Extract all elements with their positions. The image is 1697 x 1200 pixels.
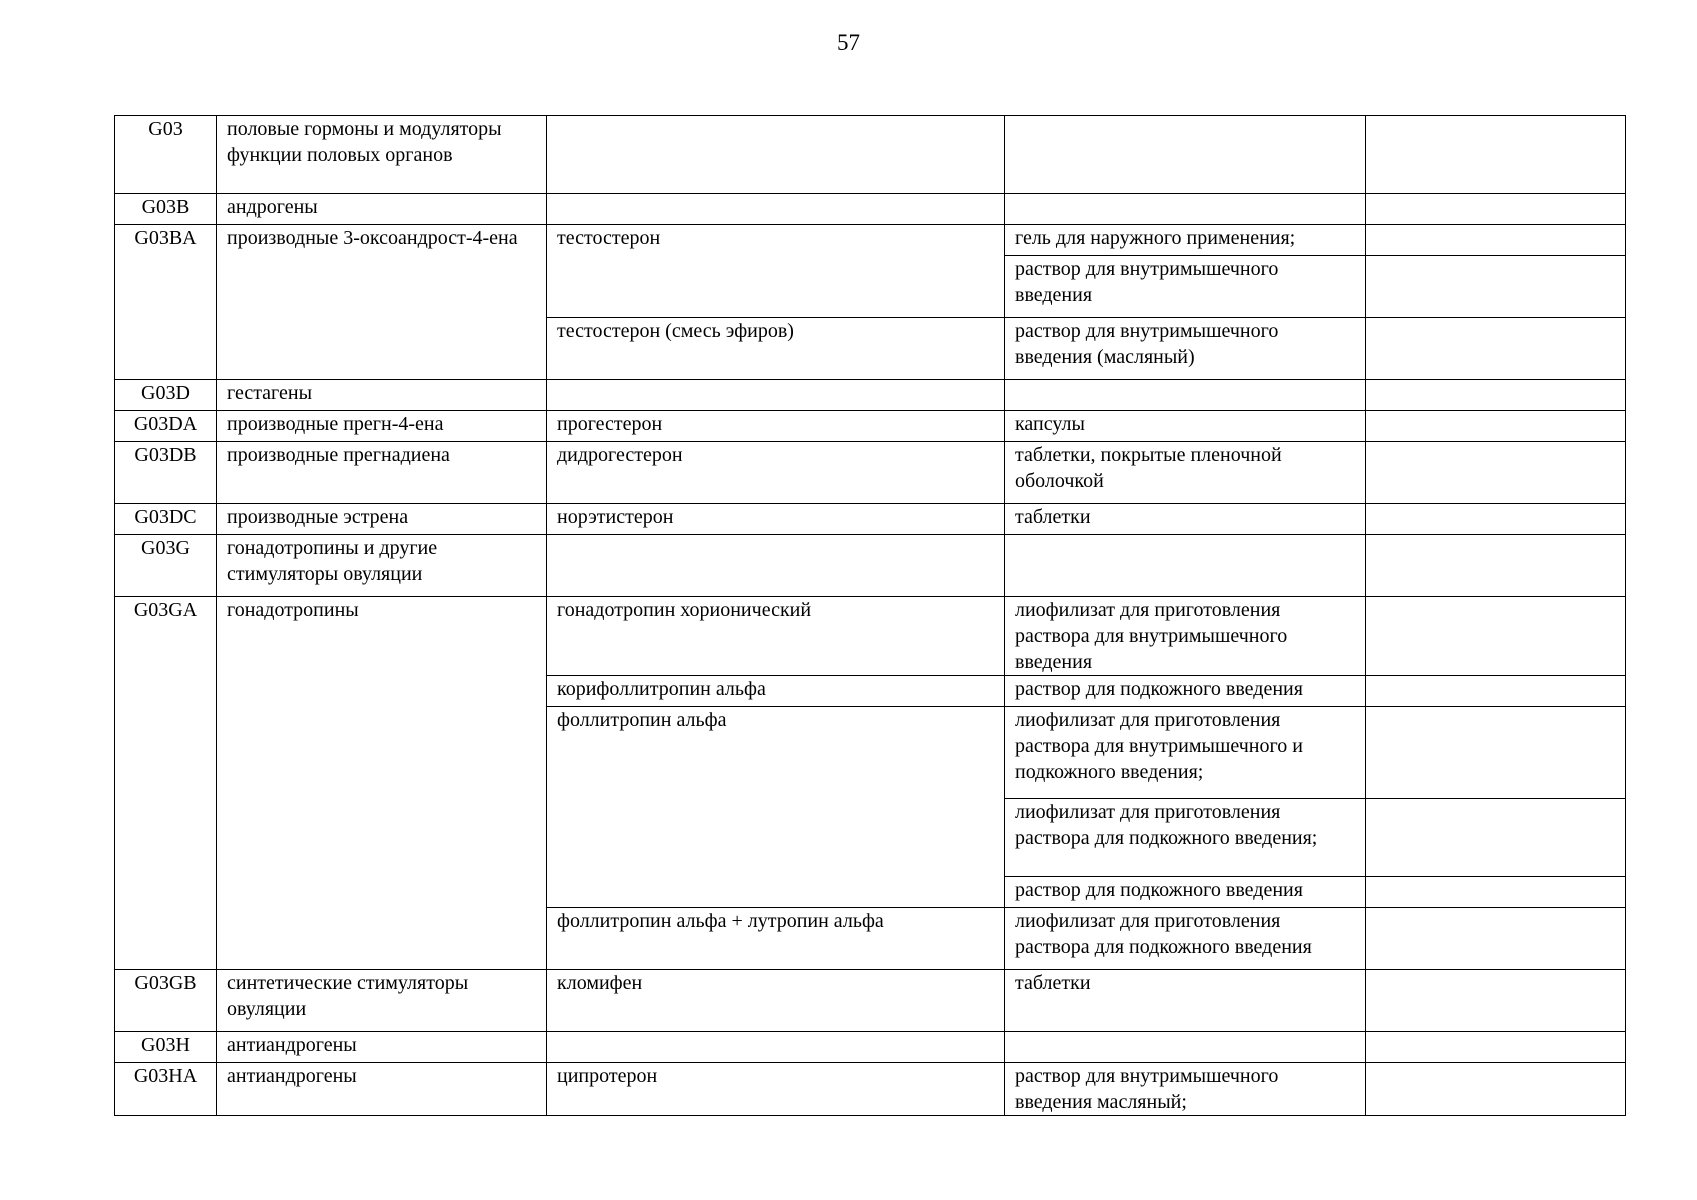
substance-cell: корифоллитропин альфа	[547, 676, 1005, 707]
table-row	[115, 535, 1626, 597]
table-row	[115, 442, 1626, 504]
substance-cell: кломифен	[547, 970, 1005, 1032]
atc-code-cell: G03DC	[115, 504, 217, 535]
empty-cell	[1366, 799, 1626, 877]
group-name-cell: производные 3-оксоандрост-4-ена	[217, 225, 547, 380]
dosage-form-cell: лиофилизат для приготовления раствора для внутримышечного введения	[1005, 597, 1366, 676]
table-row	[115, 1063, 1626, 1116]
substance-cell: фоллитропин альфа	[547, 707, 1005, 908]
dosage-form-cell: раствор для подкожного введения	[1005, 877, 1366, 908]
page-number: 57	[837, 30, 860, 55]
atc-code-cell: G03D	[115, 380, 217, 411]
group-name-cell: гонадотропины и другие стимуляторы овуляции	[217, 535, 547, 597]
empty-cell	[1366, 597, 1626, 676]
substance-cell	[547, 116, 1005, 194]
table-row	[115, 116, 1626, 194]
table-row	[115, 1032, 1626, 1063]
substance-cell: фоллитропин альфа + лутропин альфа	[547, 908, 1005, 970]
table-row	[115, 597, 1626, 676]
table-row	[115, 194, 1626, 225]
empty-cell	[1366, 707, 1626, 799]
substance-cell: дидрогестерон	[547, 442, 1005, 504]
substance-cell	[547, 1032, 1005, 1063]
dosage-form-cell	[1005, 535, 1366, 597]
empty-cell	[1366, 1032, 1626, 1063]
table-row	[115, 970, 1626, 1032]
dosage-form-cell: раствор для подкожного введения	[1005, 676, 1366, 707]
substance-cell	[547, 535, 1005, 597]
dosage-form-cell: раствор для внутримышечного введения	[1005, 256, 1366, 318]
drug-table	[114, 115, 1626, 1116]
empty-cell	[1366, 535, 1626, 597]
empty-cell	[1366, 676, 1626, 707]
table-row	[115, 225, 1626, 256]
group-name-cell: производные прегн-4-ена	[217, 411, 547, 442]
atc-code-cell: G03BA	[115, 225, 217, 380]
empty-cell	[1366, 970, 1626, 1032]
atc-code-cell: G03B	[115, 194, 217, 225]
table-row	[115, 380, 1626, 411]
substance-cell: гонадотропин хорионический	[547, 597, 1005, 676]
empty-cell	[1366, 116, 1626, 194]
group-name-cell: синтетические стимуляторы овуляции	[217, 970, 547, 1032]
group-name-cell: половые гормоны и модуляторы функции половых органов	[217, 116, 547, 194]
group-name-cell: гонадотропины	[217, 597, 547, 970]
empty-cell	[1366, 318, 1626, 380]
empty-cell	[1366, 908, 1626, 970]
dosage-form-cell: таблетки, покрытые пленочной оболочкой	[1005, 442, 1366, 504]
dosage-form-cell	[1005, 194, 1366, 225]
dosage-form-cell: лиофилизат для приготовления раствора для подкожного введения	[1005, 908, 1366, 970]
dosage-form-cell: раствор для внутримышечного введения масляный;	[1005, 1063, 1366, 1116]
group-name-cell: гестагены	[217, 380, 547, 411]
dosage-form-cell: капсулы	[1005, 411, 1366, 442]
group-name-cell: андрогены	[217, 194, 547, 225]
atc-code-cell: G03HA	[115, 1063, 217, 1116]
empty-cell	[1366, 877, 1626, 908]
substance-cell: ципротерон	[547, 1063, 1005, 1116]
table-row	[115, 411, 1626, 442]
atc-code-cell: G03H	[115, 1032, 217, 1063]
dosage-form-cell	[1005, 380, 1366, 411]
group-name-cell: антиандрогены	[217, 1063, 547, 1116]
empty-cell	[1366, 442, 1626, 504]
dosage-form-cell: таблетки	[1005, 970, 1366, 1032]
substance-cell: норэтистерон	[547, 504, 1005, 535]
dosage-form-cell: раствор для внутримышечного введения (масляный)	[1005, 318, 1366, 380]
atc-code-cell: G03DA	[115, 411, 217, 442]
atc-code-cell: G03GB	[115, 970, 217, 1032]
substance-cell: тестостерон (смесь эфиров)	[547, 318, 1005, 380]
dosage-form-cell	[1005, 116, 1366, 194]
atc-code-cell: G03G	[115, 535, 217, 597]
empty-cell	[1366, 380, 1626, 411]
substance-cell	[547, 380, 1005, 411]
atc-code-cell: G03GA	[115, 597, 217, 970]
atc-code-cell: G03	[115, 116, 217, 194]
dosage-form-cell: таблетки	[1005, 504, 1366, 535]
substance-cell: тестостерон	[547, 225, 1005, 318]
empty-cell	[1366, 1063, 1626, 1116]
group-name-cell: антиандрогены	[217, 1032, 547, 1063]
empty-cell	[1366, 256, 1626, 318]
empty-cell	[1366, 504, 1626, 535]
substance-cell	[547, 194, 1005, 225]
dosage-form-cell: лиофилизат для приготовления раствора для подкожного введения;	[1005, 799, 1366, 877]
substance-cell: прогестерон	[547, 411, 1005, 442]
group-name-cell: производные эстрена	[217, 504, 547, 535]
dosage-form-cell: лиофилизат для приготовления раствора для внутримышечного и подкожного введения;	[1005, 707, 1366, 799]
dosage-form-cell: гель для наружного применения;	[1005, 225, 1366, 256]
dosage-form-cell	[1005, 1032, 1366, 1063]
group-name-cell: производные прегнадиена	[217, 442, 547, 504]
empty-cell	[1366, 225, 1626, 256]
table-row	[115, 504, 1626, 535]
empty-cell	[1366, 411, 1626, 442]
atc-code-cell: G03DB	[115, 442, 217, 504]
empty-cell	[1366, 194, 1626, 225]
